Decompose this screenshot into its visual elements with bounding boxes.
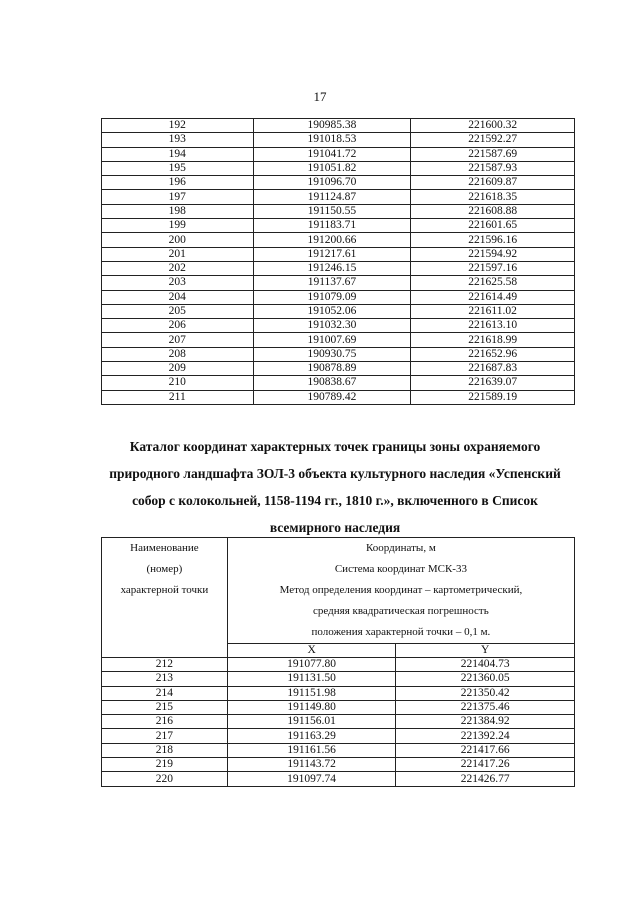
x-column-header: X bbox=[227, 644, 396, 658]
point-number-cell: 211 bbox=[102, 390, 254, 404]
coordinates-table-2-body bbox=[102, 658, 575, 787]
x-coordinate-cell: 191163.29 bbox=[227, 729, 396, 743]
point-number-cell: 199 bbox=[102, 219, 254, 233]
table-row bbox=[102, 333, 575, 347]
table-row bbox=[102, 204, 575, 218]
coordinates-table-1 bbox=[101, 118, 575, 405]
header-text: Координаты, м bbox=[366, 542, 436, 554]
y-coordinate-cell: 221618.99 bbox=[411, 333, 575, 347]
y-coordinate-cell: 221375.46 bbox=[396, 700, 575, 714]
y-coordinate-cell: 221687.83 bbox=[411, 362, 575, 376]
coordinates-table-2 bbox=[101, 537, 575, 787]
x-coordinate-cell: 190930.75 bbox=[253, 347, 411, 361]
point-number-cell: 214 bbox=[102, 686, 228, 700]
point-number-cell: 204 bbox=[102, 290, 254, 304]
x-coordinate-cell: 191041.72 bbox=[253, 147, 411, 161]
point-number-cell: 196 bbox=[102, 176, 254, 190]
point-number-cell: 197 bbox=[102, 190, 254, 204]
point-number-cell: 200 bbox=[102, 233, 254, 247]
point-number-cell: 206 bbox=[102, 319, 254, 333]
heading-line: собор с колокольней, 1158-1194 гг., 1810 г.», включенного в Список bbox=[132, 493, 538, 508]
x-coordinate-cell: 190789.42 bbox=[253, 390, 411, 404]
point-number-cell: 195 bbox=[102, 161, 254, 175]
point-name-header bbox=[102, 538, 228, 658]
table-row bbox=[102, 390, 575, 404]
point-number-cell: 213 bbox=[102, 672, 228, 686]
y-coordinate-cell: 221611.02 bbox=[411, 304, 575, 318]
y-coordinate-cell: 221417.26 bbox=[396, 758, 575, 772]
x-coordinate-cell: 191018.53 bbox=[253, 133, 411, 147]
x-coordinate-cell: 191151.98 bbox=[227, 686, 396, 700]
x-coordinate-cell: 191097.74 bbox=[227, 772, 396, 786]
header-text: положения характерной точки – 0,1 м. bbox=[311, 626, 491, 638]
point-number-cell: 202 bbox=[102, 261, 254, 275]
y-coordinate-cell: 221426.77 bbox=[396, 772, 575, 786]
y-coordinate-cell: 221384.92 bbox=[396, 715, 575, 729]
y-coordinate-cell: 221614.49 bbox=[411, 290, 575, 304]
table-row bbox=[102, 758, 575, 772]
table-row bbox=[102, 290, 575, 304]
y-coordinate-cell: 221597.16 bbox=[411, 261, 575, 275]
x-coordinate-cell: 191124.87 bbox=[253, 190, 411, 204]
y-coordinate-cell: 221587.69 bbox=[411, 147, 575, 161]
y-coordinate-cell: 221360.05 bbox=[396, 672, 575, 686]
x-coordinate-cell: 191077.80 bbox=[227, 658, 396, 672]
header-text: Система координат МСК-33 bbox=[334, 563, 467, 575]
x-coordinate-cell: 191150.55 bbox=[253, 204, 411, 218]
x-coordinate-cell: 190985.38 bbox=[253, 119, 411, 133]
header-text: Метод определения координат – картометрический, bbox=[279, 584, 523, 596]
point-number-cell: 209 bbox=[102, 362, 254, 376]
table-row bbox=[102, 672, 575, 686]
y-coordinate-cell: 221652.96 bbox=[411, 347, 575, 361]
table-row bbox=[102, 261, 575, 275]
table-row bbox=[102, 658, 575, 672]
point-number-cell: 208 bbox=[102, 347, 254, 361]
point-number-cell: 198 bbox=[102, 204, 254, 218]
table-row bbox=[102, 700, 575, 714]
y-coordinate-cell: 221608.88 bbox=[411, 204, 575, 218]
point-number-cell: 219 bbox=[102, 758, 228, 772]
table-row bbox=[102, 161, 575, 175]
table-row bbox=[102, 304, 575, 318]
point-number-cell: 220 bbox=[102, 772, 228, 786]
x-coordinate-cell: 191051.82 bbox=[253, 161, 411, 175]
point-number-cell: 215 bbox=[102, 700, 228, 714]
point-number-cell: 192 bbox=[102, 119, 254, 133]
x-coordinate-cell: 191161.56 bbox=[227, 743, 396, 757]
y-coordinate-cell: 221589.19 bbox=[411, 390, 575, 404]
header-text: Наименование bbox=[130, 542, 199, 554]
point-number-cell: 212 bbox=[102, 658, 228, 672]
point-number-cell: 194 bbox=[102, 147, 254, 161]
x-coordinate-cell: 191052.06 bbox=[253, 304, 411, 318]
table-row bbox=[102, 715, 575, 729]
table-row bbox=[102, 176, 575, 190]
header-text: (номер) bbox=[146, 563, 183, 575]
catalog-heading bbox=[90, 433, 580, 541]
table-row bbox=[102, 319, 575, 333]
table-row bbox=[102, 772, 575, 786]
y-coordinate-cell: 221404.73 bbox=[396, 658, 575, 672]
page-number: 17 bbox=[313, 89, 327, 104]
point-number-cell: 216 bbox=[102, 715, 228, 729]
table-row bbox=[102, 276, 575, 290]
table-row bbox=[102, 362, 575, 376]
table-row bbox=[102, 376, 575, 390]
table-row bbox=[102, 729, 575, 743]
header-text: характерной точки bbox=[120, 584, 209, 596]
x-coordinate-cell: 191183.71 bbox=[253, 219, 411, 233]
y-coordinate-cell: 221592.27 bbox=[411, 133, 575, 147]
x-coordinate-cell: 191149.80 bbox=[227, 700, 396, 714]
point-number-cell: 193 bbox=[102, 133, 254, 147]
point-number-cell: 207 bbox=[102, 333, 254, 347]
point-number-cell: 201 bbox=[102, 247, 254, 261]
heading-line: всемирного наследия bbox=[269, 520, 401, 535]
x-coordinate-cell: 191007.69 bbox=[253, 333, 411, 347]
y-coordinate-cell: 221609.87 bbox=[411, 176, 575, 190]
point-number-cell: 218 bbox=[102, 743, 228, 757]
point-number-cell: 203 bbox=[102, 276, 254, 290]
table-row bbox=[102, 743, 575, 757]
table-row bbox=[102, 190, 575, 204]
y-coordinate-cell: 221417.66 bbox=[396, 743, 575, 757]
coordinates-header bbox=[227, 538, 574, 644]
point-number-cell: 205 bbox=[102, 304, 254, 318]
table-row bbox=[102, 686, 575, 700]
table-row bbox=[102, 119, 575, 133]
x-coordinate-cell: 191032.30 bbox=[253, 319, 411, 333]
x-coordinate-cell: 191096.70 bbox=[253, 176, 411, 190]
y-coordinate-cell: 221600.32 bbox=[411, 119, 575, 133]
y-coordinate-cell: 221594.92 bbox=[411, 247, 575, 261]
x-coordinate-cell: 191137.67 bbox=[253, 276, 411, 290]
point-number-cell: 217 bbox=[102, 729, 228, 743]
header-text: средняя квадратическая погрешность bbox=[313, 605, 489, 617]
y-coordinate-cell: 221596.16 bbox=[411, 233, 575, 247]
x-coordinate-cell: 191200.66 bbox=[253, 233, 411, 247]
x-coordinate-cell: 191143.72 bbox=[227, 758, 396, 772]
y-coordinate-cell: 221601.65 bbox=[411, 219, 575, 233]
table-row bbox=[102, 247, 575, 261]
x-coordinate-cell: 191156.01 bbox=[227, 715, 396, 729]
x-coordinate-cell: 191246.15 bbox=[253, 261, 411, 275]
point-number-cell: 210 bbox=[102, 376, 254, 390]
table-row bbox=[102, 147, 575, 161]
table-header-row bbox=[102, 538, 575, 644]
heading-line: природного ландшафта ЗОЛ-3 объекта культурного наследия «Успенский bbox=[109, 466, 561, 481]
y-coordinate-cell: 221350.42 bbox=[396, 686, 575, 700]
table-row bbox=[102, 219, 575, 233]
x-coordinate-cell: 191079.09 bbox=[253, 290, 411, 304]
y-coordinate-cell: 221613.10 bbox=[411, 319, 575, 333]
x-coordinate-cell: 191131.50 bbox=[227, 672, 396, 686]
y-coordinate-cell: 221625.58 bbox=[411, 276, 575, 290]
table-row bbox=[102, 347, 575, 361]
y-coordinate-cell: 221618.35 bbox=[411, 190, 575, 204]
y-column-header: Y bbox=[396, 644, 575, 658]
y-coordinate-cell: 221587.93 bbox=[411, 161, 575, 175]
x-coordinate-cell: 190878.89 bbox=[253, 362, 411, 376]
coordinates-table-1-body bbox=[102, 119, 575, 405]
y-coordinate-cell: 221639.07 bbox=[411, 376, 575, 390]
x-coordinate-cell: 191217.61 bbox=[253, 247, 411, 261]
heading-line: Каталог координат характерных точек границы зоны охраняемого bbox=[129, 439, 541, 454]
table-row bbox=[102, 233, 575, 247]
table-row bbox=[102, 133, 575, 147]
x-coordinate-cell: 190838.67 bbox=[253, 376, 411, 390]
y-coordinate-cell: 221392.24 bbox=[396, 729, 575, 743]
